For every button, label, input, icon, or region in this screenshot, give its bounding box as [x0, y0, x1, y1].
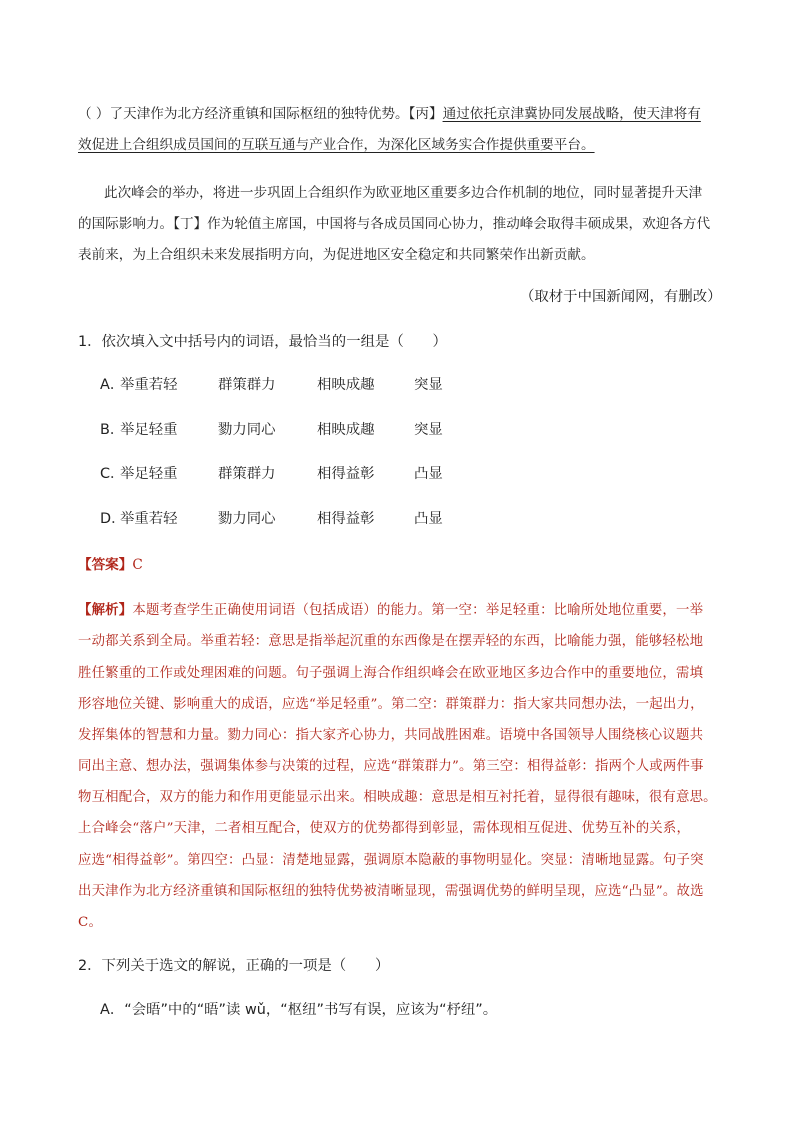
option-word: 群策群力 — [218, 377, 276, 393]
option-word: 举重若轻 — [120, 377, 178, 393]
passage-text: （ ）了天津作为北方经济重镇和国际枢纽的独特优势。 — [78, 106, 409, 122]
answer-line — [78, 553, 143, 573]
option-word: 相得益彰 — [317, 511, 375, 527]
analysis-tag: 【解析】 — [78, 602, 133, 618]
marker-bing: 【丙】 — [408, 106, 443, 122]
analysis-line: 形容地位关键、影响重大的成语，应选“举足轻重”。第二空：群策群力：指大家共同想办法，一起出力， — [78, 697, 704, 712]
option-letter: D． — [100, 511, 126, 527]
option-word: 举足轻重 — [120, 466, 178, 482]
passage-line — [104, 181, 702, 201]
analysis-line: 一动都关系到全局。举重若轻：意思是指举起沉重的东西像是在摆弄轻的东西，比喻能力强，能够轻松地 — [78, 634, 704, 649]
option-letter: B． — [100, 422, 125, 438]
analysis-line — [78, 599, 703, 618]
question-2-option-a: A．“会晤”中的“晤”读 wǔ，“枢纽”书写有误，应该为“杼纽”。 — [100, 1002, 498, 1018]
analysis-line: 胜任繁重的工作或处理困难的问题。句子强调上海合作组织峰会在欧亚地区多边合作中的重要地位，需填 — [78, 666, 704, 681]
analysis-text: 本题考查学生正确使用词语（包括成语）的能力。第一空：举足轻重：比喻所处地位重要，一举 — [132, 603, 704, 618]
passage-text: 表前来，为上合组织未来发展指明方向，为促进地区安全稳定和共同繁荣作出新贡献。 — [78, 247, 595, 263]
analysis-line: 物互相配合，双方的能力和作用更能显示出来。相映成趣：意思是相互衬托着，显得很有趣味，很有意思。 — [78, 790, 717, 805]
answer-value: C — [132, 557, 143, 573]
option-word: 凸显 — [414, 466, 443, 482]
option-letter: A． — [100, 377, 125, 393]
option-word: 群策群力 — [218, 466, 276, 482]
analysis-line: 上合峰会“落户”天津，二者相互配合，使双方的优势都得到彰显，需体现相互促进、优势互补的关系， — [78, 821, 691, 836]
source-note: （取材于中国新闻网，有删改） — [520, 289, 722, 305]
option-word: 相映成趣 — [317, 422, 375, 438]
analysis-line: 应选“相得益彰”。第四空：凸显：清楚地显露，强调原本隐蔽的事物明显化。突显：清晰地显露。句子突 — [78, 853, 704, 868]
underlined-sentence: 通过依托京津冀协同发展战略，使天津将有 — [442, 106, 701, 122]
option-word: 相映成趣 — [317, 377, 375, 393]
passage-line — [78, 102, 701, 122]
question-1-stem: 1．依次填入文中括号内的词语，最恰当的一组是（ ） — [78, 334, 447, 350]
analysis-line: C。 — [78, 915, 103, 930]
option-word: 勠力同心 — [218, 511, 276, 527]
passage-line — [78, 212, 710, 232]
passage-line — [78, 133, 595, 153]
option-word: 突显 — [414, 377, 443, 393]
option-word: 凸显 — [414, 511, 443, 527]
question-2-stem: 2．下列关于选文的解说，正确的一项是（ ） — [78, 958, 390, 974]
analysis-line: 出天津作为北方经济重镇和国际枢纽的独特优势被清晰显现，需强调优势的鲜明呈现，应选“凸显”。故选 — [78, 884, 704, 899]
option-word: 突显 — [414, 422, 443, 438]
option-word: 举足轻重 — [120, 422, 178, 438]
option-word: 举重若轻 — [120, 511, 178, 527]
passage-text: 的国际影响力。【丁】作为轮值主席国，中国将与各成员国同心协力，推动峰会取得丰硕成果，欢迎各方代 — [78, 216, 711, 232]
option-letter: C． — [100, 466, 125, 482]
option-word: 相得益彰 — [317, 466, 375, 482]
answer-tag: 【答案】 — [78, 557, 133, 573]
analysis-line: 同出主意、想办法，强调集体参与决策的过程，应选“群策群力”。第三空：相得益彰：指两个人或两件事 — [78, 759, 704, 774]
passage-text: 此次峰会的举办，将进一步巩固上合组织作为欧亚地区重要多边合作机制的地位，同时显著提升天津 — [104, 185, 703, 201]
option-word: 勠力同心 — [218, 422, 276, 438]
passage-line — [78, 243, 595, 263]
analysis-line: 发挥集体的智慧和力量。勠力同心：指大家齐心协力，共同战胜困难。语境中各国领导人围绕核心议题共 — [78, 728, 704, 743]
underlined-sentence: 效促进上合组织成员国间的互联互通与产业合作，为深化区域务实合作提供重要平台。 — [78, 137, 595, 153]
